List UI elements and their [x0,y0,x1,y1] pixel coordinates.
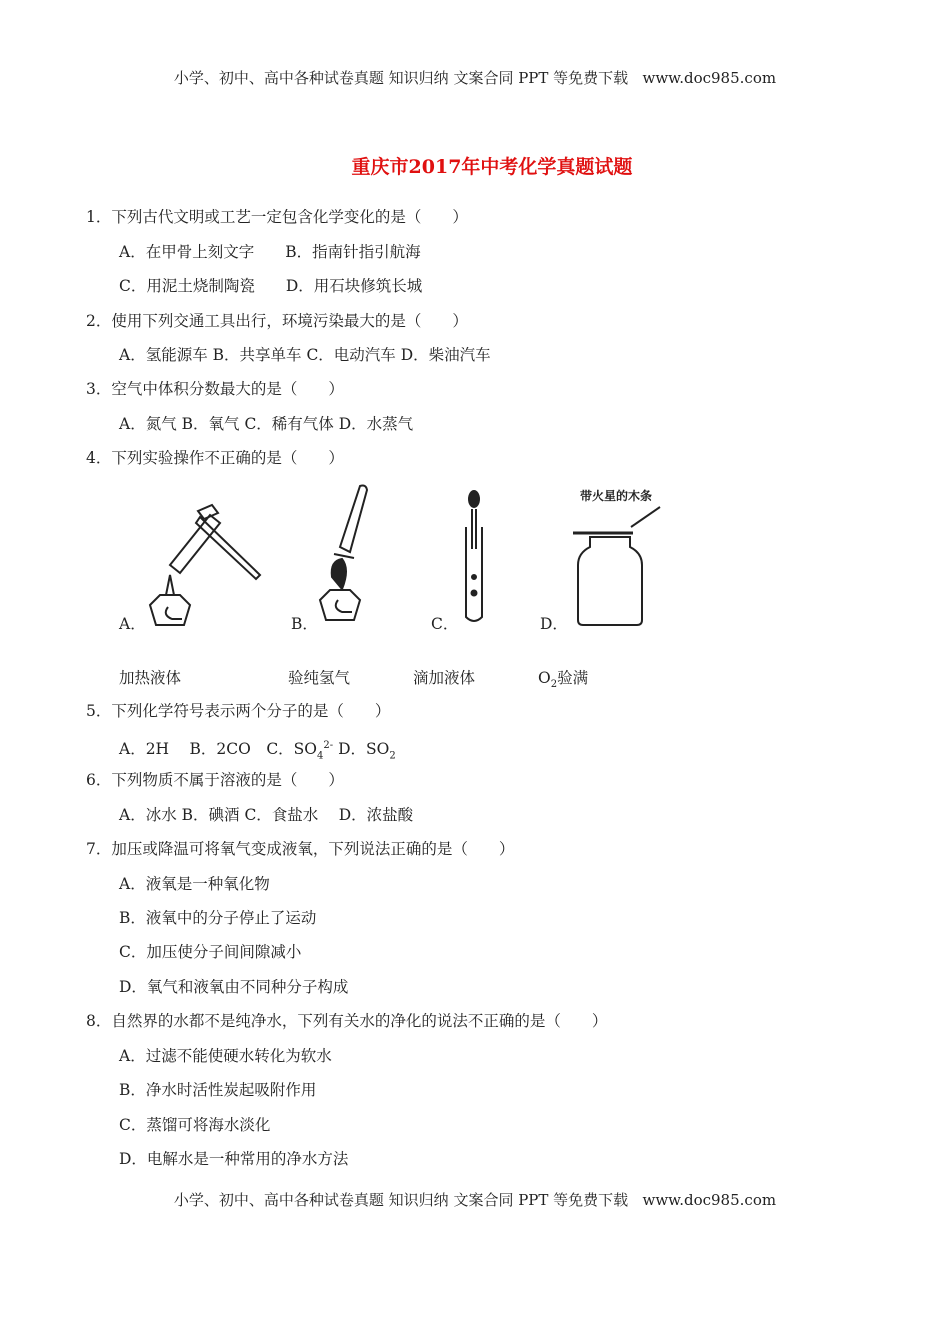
q7-option-d: D．氧气和液氧由不同种分子构成 [119,978,349,996]
q5-d: D．SO [333,740,390,759]
caption-b: 验纯氢气 [288,669,351,687]
q5-abc: A．2H B．2CO C．SO [119,740,318,759]
question-1: 1．下列古代文明或工艺一定包含化学变化的是（ ） [86,208,468,226]
q5-options [119,736,396,766]
q1-options-cd: C．用泥土烧制陶瓷 D．用石块修筑长城 [119,277,423,295]
burning-splint-label: 带火星的木条 [580,489,653,503]
caption-c: 滴加液体 [413,669,476,687]
q5-sup: 2- [323,740,334,751]
page-title: 重庆市2017年中考化学真题试题 [351,156,633,178]
q7-option-b: B．液氧中的分子停止了运动 [119,909,317,927]
o2-subscript: 2 [550,679,558,691]
o2-symbol: O [538,669,551,687]
q4-letter-c: C． [431,615,459,633]
question-2: 2．使用下列交通工具出行，环境污染最大的是（ ） [86,312,468,330]
q8-option-c: C．蒸馏可将海水淡化 [119,1116,271,1134]
hydrogen-purity-test-figure [310,482,380,632]
caption-a: 加热液体 [119,669,182,687]
q5-d-sub: 2 [389,750,396,762]
q7-option-c: C．加压使分子间间隙减小 [119,943,302,961]
dropping-liquid-figure [458,487,490,627]
question-4: 4．下列实验操作不正确的是（ ） [86,449,344,467]
q6-options: A．冰水 B．碘酒 C．食盐水 D．浓盐酸 [119,806,414,824]
q1-options-ab: A．在甲骨上刻文字 B．指南针指引航海 [119,243,421,261]
page-header: 小学、初中、高中各种试卷真题 知识归纳 文案合同 PPT 等免费下载 www.doc985.com [173,69,777,87]
q8-option-b: B．净水时活性炭起吸附作用 [119,1081,317,1099]
q4-letter-d: D． [540,615,568,633]
q5-sub: 4 [317,750,324,762]
q7-option-a: A．液氧是一种氧化物 [119,875,270,893]
q4-letter-b: B． [291,615,318,633]
q2-options: A．氢能源车 B．共享单车 C．电动汽车 D．柴油汽车 [119,346,491,364]
q8-option-d: D．电解水是一种常用的净水方法 [119,1150,349,1168]
question-7: 7．加压或降温可将氧气变成液氧，下列说法正确的是（ ） [86,840,515,858]
heating-liquid-figure [140,495,270,630]
q3-options: A．氮气 B．氧气 C．稀有气体 D．水蒸气 [119,415,414,433]
caption-d-text: 验满 [557,669,589,687]
question-5: 5．下列化学符号表示两个分子的是（ ） [86,702,391,720]
caption-d [538,668,588,695]
question-3: 3．空气中体积分数最大的是（ ） [86,380,344,398]
q4-letter-a: A． [119,615,146,633]
page-footer: 小学、初中、高中各种试卷真题 知识归纳 文案合同 PPT 等免费下载 www.doc985.com [173,1191,777,1209]
question-6: 6．下列物质不属于溶液的是（ ） [86,771,344,789]
oxygen-full-test-figure [565,485,675,630]
question-8: 8．自然界的水都不是纯净水，下列有关水的净化的说法不正确的是（ ） [86,1012,608,1030]
q8-option-a: A．过滤不能使硬水转化为软水 [119,1047,332,1065]
